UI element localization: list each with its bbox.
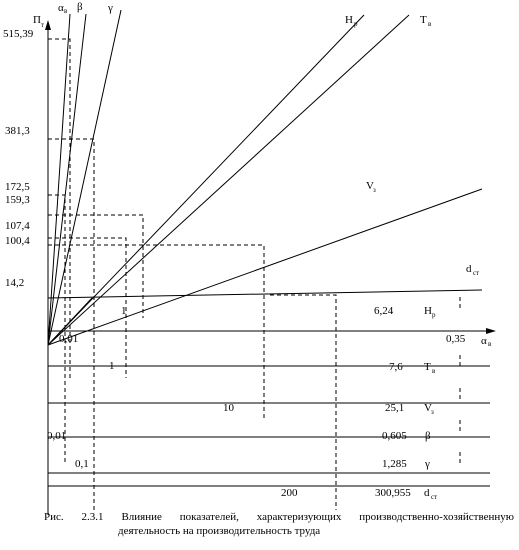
projection-hr [48,215,143,318]
scale-variable: Т [424,361,431,373]
scale-variable-sub: р [432,311,436,319]
scale-variable-sub: ст [431,493,438,501]
scale-variable-sub: з [431,408,434,416]
scale-right-value: 7,6 [389,361,403,373]
y-axis-label: П [33,14,41,26]
line-label-beta: β [77,1,83,13]
scale-variable: V [424,402,432,414]
line-label-vz-sub: з [373,186,376,194]
scale-right-value: 1,285 [382,458,407,470]
y-axis-arrow [45,20,51,30]
line-label-dst: d [466,263,472,275]
line-dst [48,290,482,298]
scale-variable: Н [424,305,432,317]
y-axis-label-sub: т [41,21,45,29]
caption-line-1: Рис. 2.3.1 Влияние показателей, характеризующих производственно-хозяйственную [44,511,514,523]
x-axis-label: α [481,335,487,347]
scale-variable-sub: в [432,367,436,375]
scale-right-value: 6,24 [374,305,394,317]
projection-vz [48,245,264,420]
line-label-gamma: γ [108,2,113,14]
x-axis-arrow [486,328,496,334]
line-label-hr: Н [345,14,353,26]
scale-mid-value: 10 [223,402,234,414]
scale-right-value: 0,605 [382,430,407,442]
line-label-alpha: α [58,2,64,14]
line-label-dst-sub: ст [473,269,480,277]
line-label-tv: Т [420,14,427,26]
scale-left-value: 0,1 [75,458,89,470]
y-tick-label: 515,39 [3,28,34,40]
line-label-alpha-sub: в [64,7,68,15]
line-tv [48,15,409,345]
scale-extra-value: 0,35 [446,333,466,345]
y-tick-label: 381,3 [5,125,30,137]
figure-caption [44,510,514,538]
scale-right-value: 300,955 [375,487,411,499]
scale-variable: β [425,430,431,442]
projection-tv [48,238,126,378]
scale-mid-value: 200 [281,487,298,499]
scale-right-value: 25,1 [385,402,405,414]
line-vz [48,189,482,345]
scale-variable: γ [425,458,430,470]
scale-mid-value: 1 [121,305,127,317]
caption-line-2: деятельность на производительность труда [118,525,321,537]
x-axis-label-sub: в [488,340,492,348]
y-tick-label: 14,2 [5,277,25,289]
y-tick-label: 172,5 [5,181,30,193]
scale-mid-value: 1 [109,360,115,372]
y-tick-label: 100,4 [5,235,30,247]
line-label-tv-sub: в [428,20,432,28]
y-tick-label: 107,4 [5,220,30,232]
scale-left-value: 0,01 [59,333,79,345]
scale-variable: d [424,487,430,499]
scale-left-value: 0,01 [47,430,67,442]
line-label-hr-sub: р [354,20,358,28]
line-label-vz: V [366,180,374,192]
y-tick-label: 159,3 [5,194,30,206]
